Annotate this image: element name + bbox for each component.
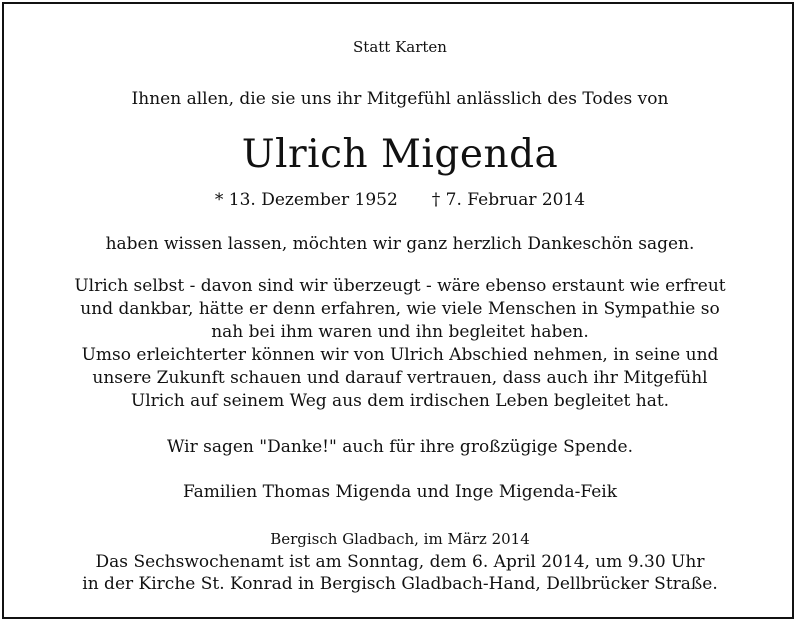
paragraph-line: Umso erleichterter können wir von Ulrich Abschied nehmen, in seine und	[81, 345, 719, 365]
service-line: Das Sechswochenamt ist am Sonntag, dem 6. April 2014, um 9.30 Uhr	[95, 552, 705, 572]
paragraph-line: Ulrich selbst - davon sind wir überzeugt - wäre ebenso erstaunt wie erfreut	[74, 276, 726, 296]
paragraph-line: nah bei ihm waren und ihn begleitet haben.	[211, 322, 589, 342]
death-date: † 7. Februar 2014	[431, 190, 586, 210]
intro-text: Ihnen allen, die sie uns ihr Mitgefühl anlässlich des Todes von	[131, 89, 669, 109]
paragraph-line: und dankbar, hätte er denn erfahren, wie viele Menschen in Sympathie so	[80, 299, 720, 319]
life-dates	[0, 190, 800, 210]
paragraph-line: Ulrich auf seinem Weg aus dem irdischen Leben begleitet hat.	[130, 391, 670, 411]
deceased-name: Ulrich Migenda	[241, 132, 559, 177]
header-statt-karten: Statt Karten	[353, 38, 447, 56]
families-signature: Familien Thomas Migenda und Inge Migenda-Feik	[182, 482, 618, 502]
birth-date: * 13. Dezember 1952	[214, 190, 398, 210]
donation-text: Wir sagen "Danke!" auch für ihre großzügige Spende.	[166, 437, 633, 457]
paragraph-line: unsere Zukunft schauen und darauf vertrauen, dass auch ihr Mitgefühl	[92, 368, 708, 388]
service-line: in der Kirche St. Konrad in Bergisch Gladbach-Hand, Dellbrücker Straße.	[82, 574, 718, 594]
place-date: Bergisch Gladbach, im März 2014	[270, 530, 530, 548]
thanks-text: haben wissen lassen, möchten wir ganz herzlich Dankeschön sagen.	[105, 234, 695, 254]
